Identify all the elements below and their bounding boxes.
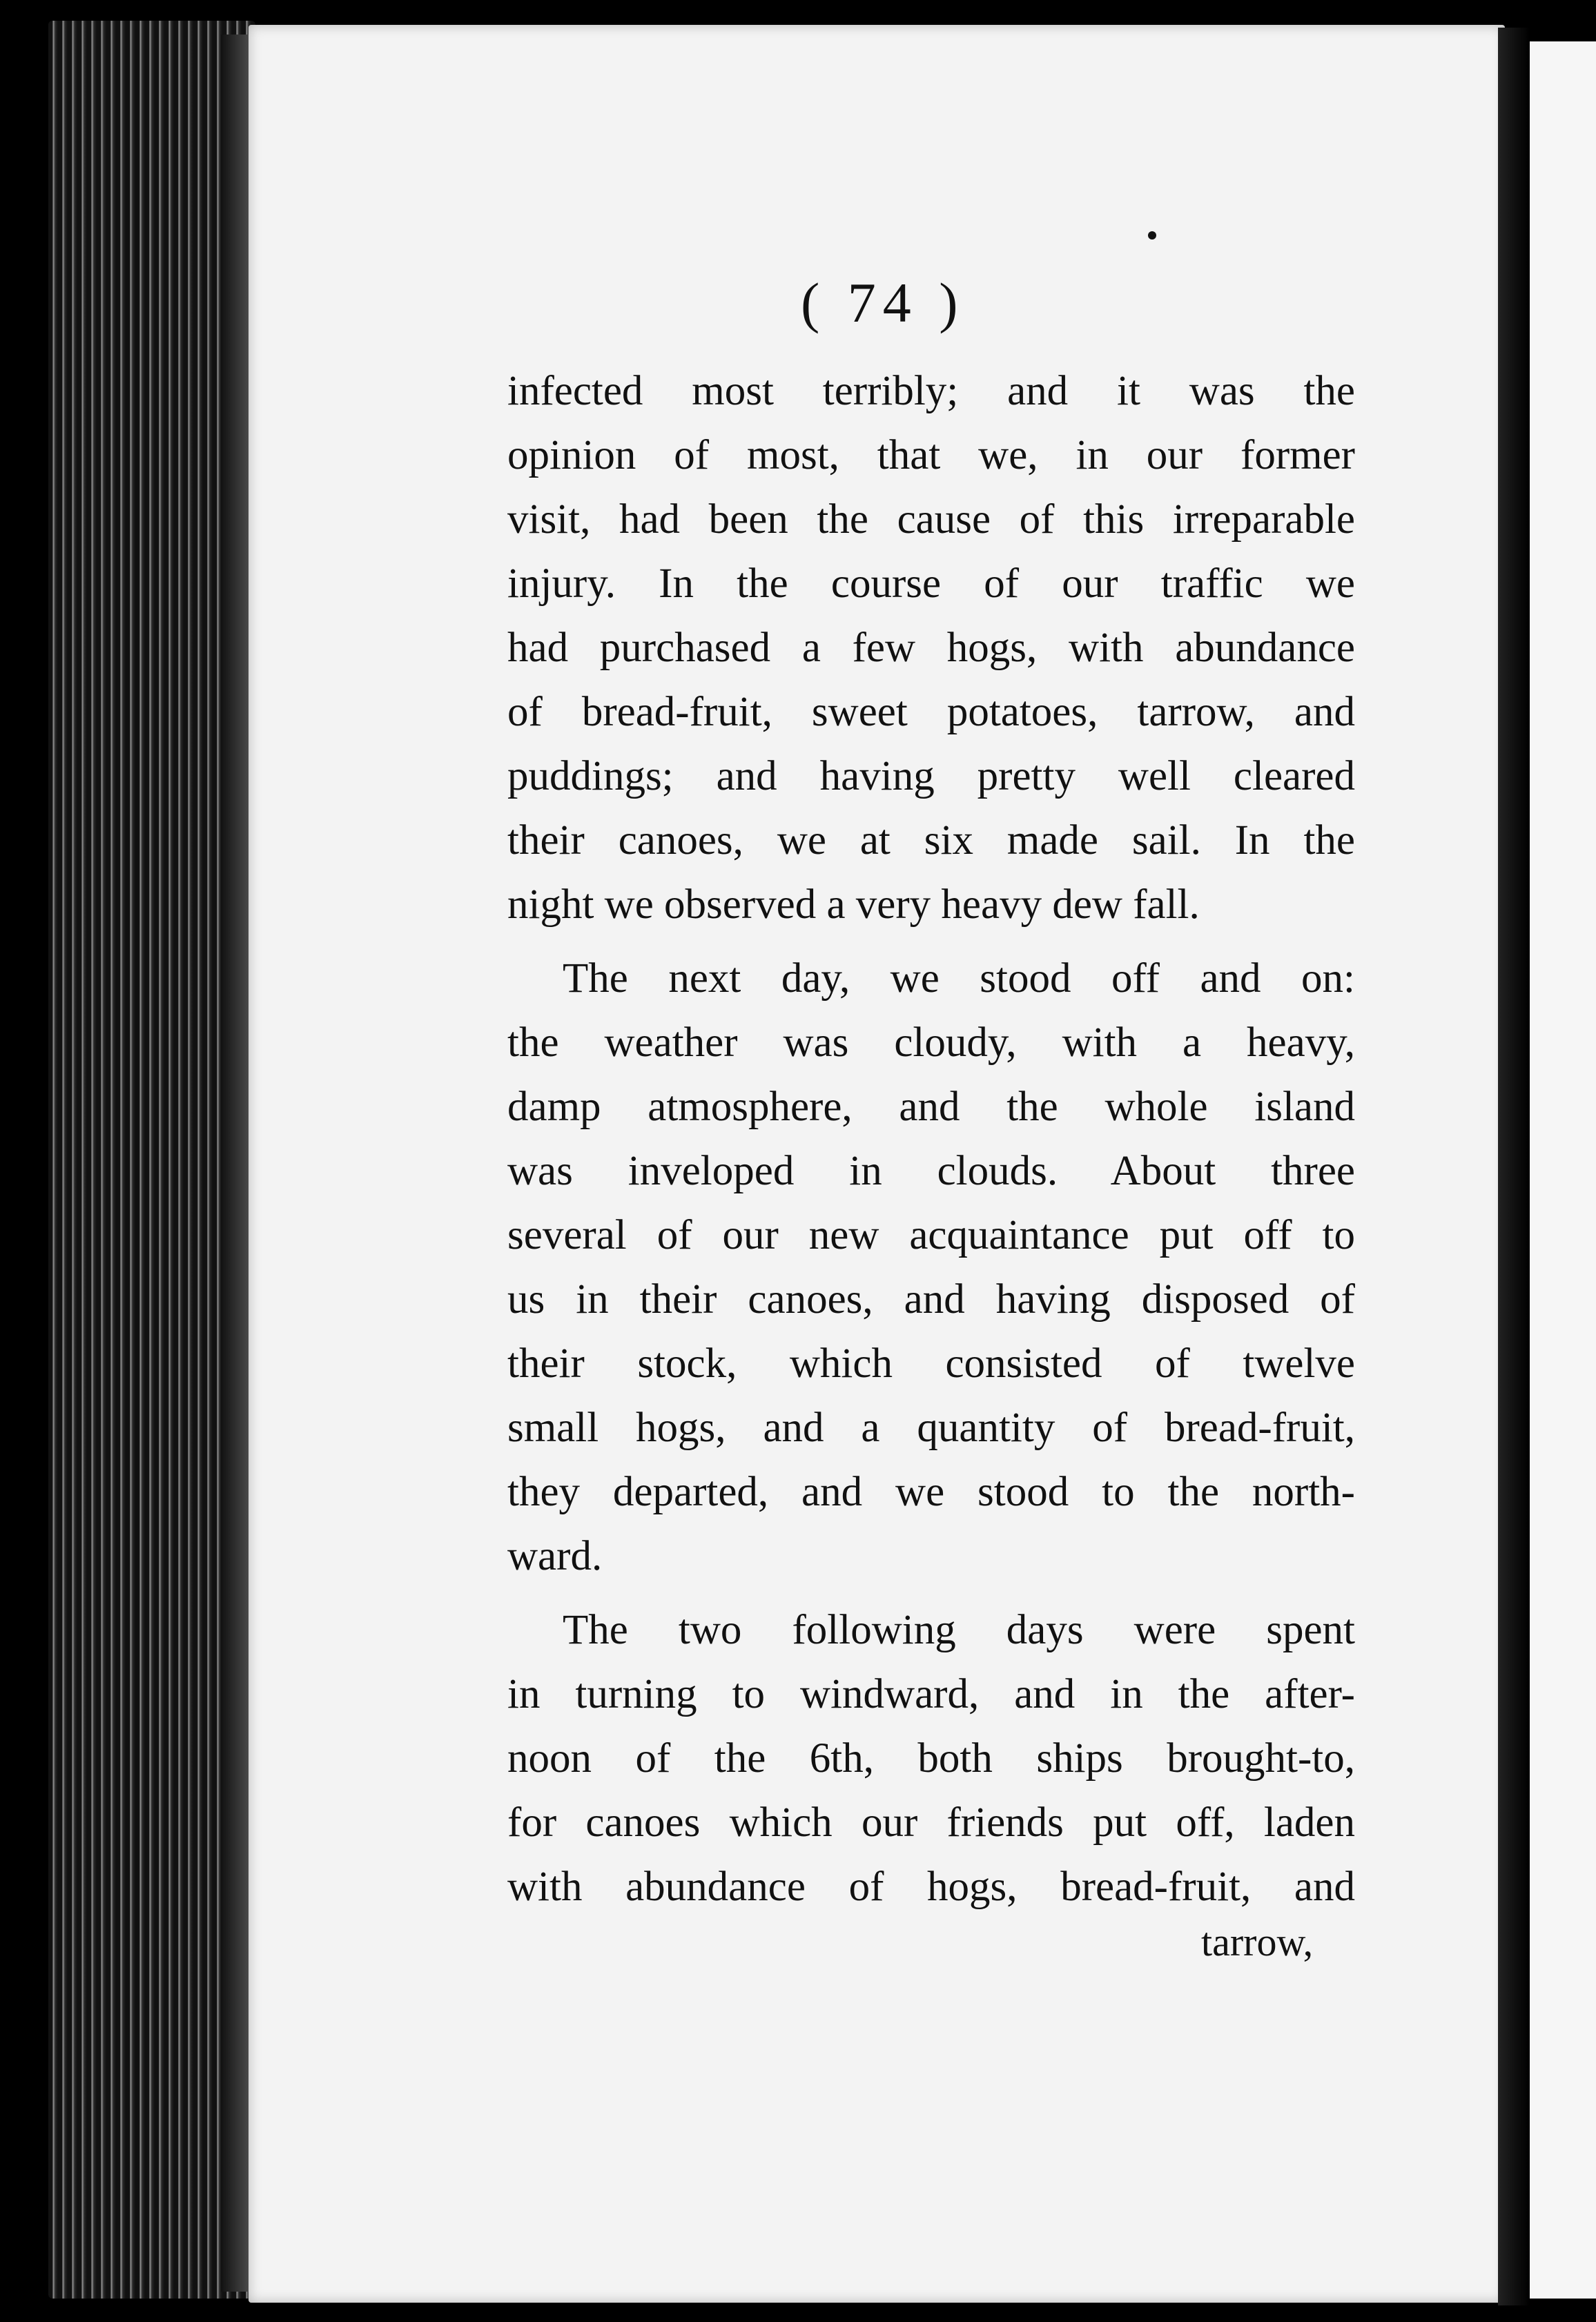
text-line: puddings; and having pretty well cleared bbox=[507, 753, 1355, 799]
text-line: they departed, and we stood to the north- bbox=[507, 1469, 1355, 1515]
text-line: The two following days were spent bbox=[563, 1607, 1355, 1653]
facing-page-edge bbox=[1530, 41, 1596, 2299]
text-line: in turning to windward, and in the after- bbox=[507, 1671, 1355, 1717]
text-line: noon of the 6th, both ships brought-to, bbox=[507, 1735, 1355, 1782]
page-edges bbox=[48, 21, 255, 2299]
text-line: for canoes which our friends put off, laden bbox=[507, 1799, 1355, 1846]
text-line: damp atmosphere, and the whole island bbox=[507, 1084, 1355, 1130]
book-gutter bbox=[1498, 28, 1530, 2305]
text-line: of bread-fruit, sweet potatoes, tarrow, and bbox=[507, 689, 1355, 735]
text-line: small hogs, and a quantity of bread-fruit, bbox=[507, 1405, 1355, 1451]
text-line: several of our new acquaintance put off to bbox=[507, 1212, 1355, 1258]
text-line: was inveloped in clouds. About three bbox=[507, 1148, 1355, 1194]
text-line: their stock, which consisted of twelve bbox=[507, 1340, 1355, 1387]
paragraph-gap bbox=[507, 937, 1355, 946]
paragraph-gap bbox=[507, 1588, 1355, 1598]
ink-speck bbox=[1148, 231, 1156, 240]
page-number: ( 74 ) bbox=[801, 271, 965, 334]
text-line: us in their canoes, and having disposed of bbox=[507, 1276, 1355, 1323]
text-line: The next day, we stood off and on: bbox=[563, 955, 1355, 1002]
text-line: ward. bbox=[507, 1533, 603, 1579]
text-line: their canoes, we at six made sail. In the bbox=[507, 817, 1355, 864]
text-line: had purchased a few hogs, with abundance bbox=[507, 625, 1355, 671]
text-line: with abundance of hogs, bread-fruit, and bbox=[507, 1864, 1355, 1910]
text-line: night we observed a very heavy dew fall. bbox=[507, 881, 1200, 928]
catchword: tarrow, bbox=[1201, 1920, 1314, 1964]
text-line: the weather was cloudy, with a heavy, bbox=[507, 1019, 1355, 1066]
text-line: injury. In the course of our traffic we bbox=[507, 560, 1355, 607]
text-line: opinion of most, that we, in our former bbox=[507, 432, 1355, 478]
text-line: visit, had been the cause of this irreparable bbox=[507, 496, 1355, 543]
text-line: infected most terribly; and it was the bbox=[507, 368, 1355, 414]
body-text bbox=[507, 359, 1355, 1919]
